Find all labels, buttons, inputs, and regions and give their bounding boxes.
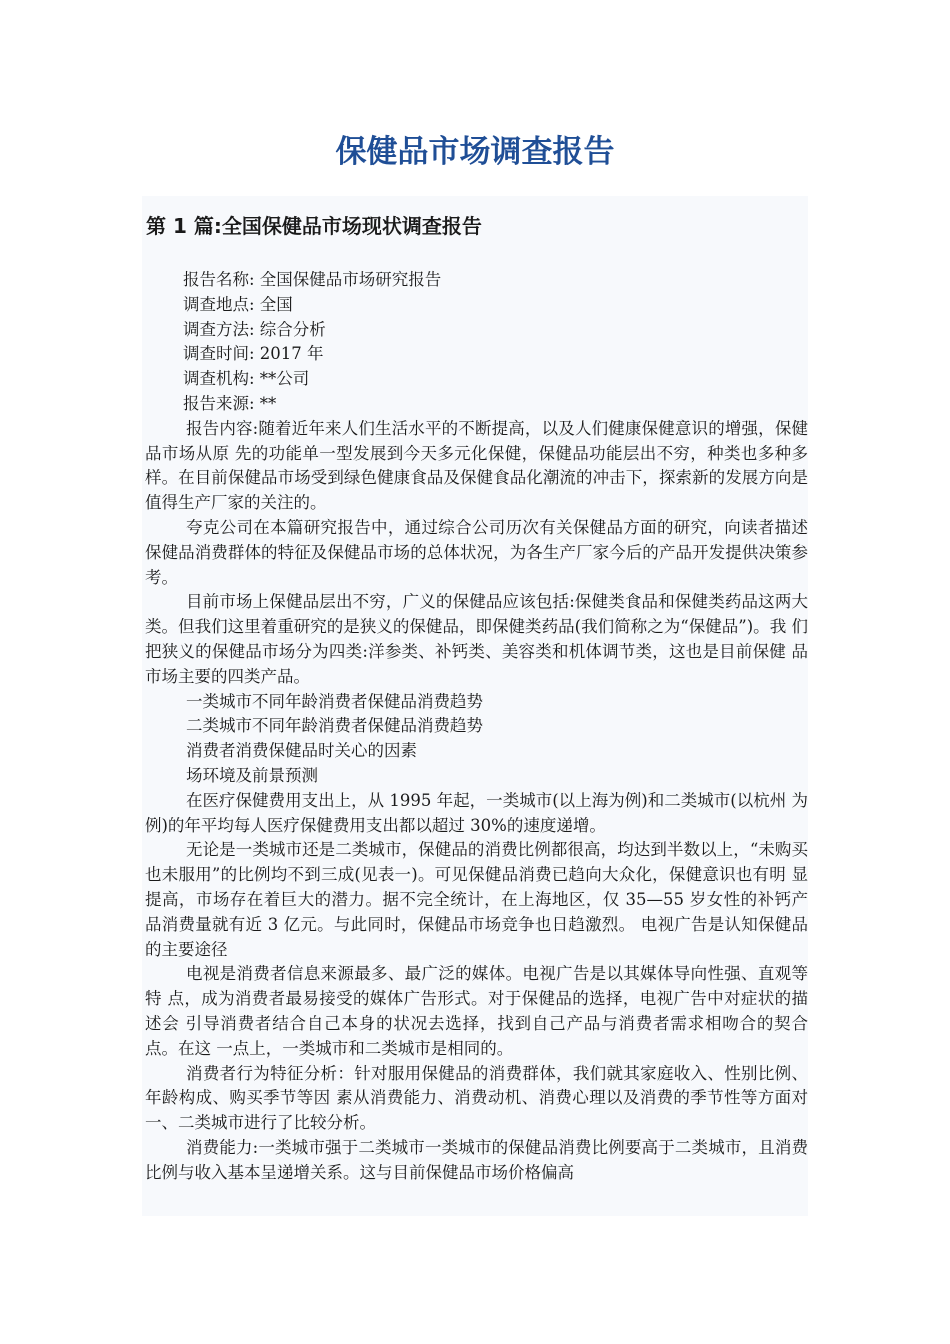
- paragraph-tier1-trend: 一类城市不同年龄消费者保健品消费趋势: [186, 691, 483, 711]
- paragraph-company-study: 夸克公司在本篇研究报告中，通过综合公司历次有关保健品方面的研究，向读者描述保健品消费群体的特征及保健品市场的总体状况，为各生产厂家今后的产品开发提供决策参考。: [145, 517, 808, 587]
- paragraph-market-outlook: 场环境及前景预测: [186, 765, 318, 785]
- meta-survey-time: 调查时间: 2017 年: [183, 344, 324, 364]
- report-meta: [142, 268, 808, 417]
- paragraph-report-content: 报告内容:随着近年来人们生活水平的不断提高，以及人们健康保健意识的增强，保健品市场从原 先的功能单一型发展到今天多元化保健，保健品功能层出不穷，种类也多种多样。在目前保健品市场受到绿色健康食品及保健食品化潮流的冲击下，探索新的发展方向是值得生产厂家的关注的。: [145, 418, 808, 513]
- section-heading: 第 1 篇:全国保健品市场现状调查报告: [146, 214, 482, 238]
- meta-survey-method: 调查方法: 综合分析: [183, 319, 326, 339]
- paragraph-consumption-capacity: 消费能力:一类城市强于二类城市一类城市的保健品消费比例要高于二类城市，且消费 比例与收入基本呈递增关系。这与目前保健品市场价格偏高: [145, 1137, 808, 1182]
- meta-report-source: 报告来源: **: [183, 393, 277, 413]
- meta-report-name: 报告名称: 全国保健品市场研究报告: [183, 270, 442, 289]
- paragraph-tv-advertising: 电视是消费者信息来源最多、最广泛的媒体。电视广告是以其媒体导向性强、直观等特 点，成为消费者最易接受的媒体广告形式。对于保健品的选择，电视广告中对症状的描述会 引导消费者结合自己本身的状况去选择，找到自己产品与消费者需求相吻合的契合点。在这 一点上，一类城市和二类城市是相同的。: [145, 964, 808, 1058]
- paragraph-consumption-ratio: 无论是一类城市还是二类城市，保健品的消费比例都很高，均达到半数以上，“未购买 也未服用”的比例均不到三成(见表一)。可见保健品消费已趋向大众化，保健意识也有明 显提高，市场存在着巨大的潜力。据不完全统计，在上海地区，仅 35—55 岁女性的补钙产 品消费量就有近 3 亿元。与此同时，保健品市场竞争也日趋激烈。 电视广告是认知保健品的主要途径: [145, 840, 808, 959]
- paragraph-medical-spending: 在医疗保健费用支出上，从 1995 年起，一类城市(以上海为例)和二类城市(以杭州 为例)的年平均每人医疗保健费用支出都以超过 30%的速度递增。: [145, 790, 808, 835]
- paragraph-market-categories: 目前市场上保健品层出不穷，广义的保健品应该包括:保健类食品和保健类药品这两大 类。但我们这里着重研究的是狭义的保健品，即保健类药品(我们简称之为“保健品”)。我 们把狭义的保健品市场分为四类:洋参类、补钙类、美容类和机体调节类，这也是目前保健 品市场主要的四类产品。: [145, 592, 808, 686]
- paragraph-tier2-trend: 二类城市不同年龄消费者保健品消费趋势: [186, 716, 483, 736]
- report-body: [142, 196, 808, 1216]
- paragraph-consumer-behavior: 消费者行为特征分析：针对服用保健品的消费群体，我们就其家庭收入、性别比例、年龄构成、购买季节等因 素从消费能力、消费动机、消费心理以及消费的季节性等方面对一、二类城市进行了比较分析。: [145, 1063, 808, 1133]
- paragraph-consumer-factors: 消费者消费保健品时关心的因素: [186, 741, 417, 761]
- meta-survey-agency: 调查机构: **公司: [183, 369, 310, 389]
- meta-survey-location: 调查地点: 全国: [183, 294, 293, 314]
- page-title: 保健品市场调查报告: [335, 134, 615, 170]
